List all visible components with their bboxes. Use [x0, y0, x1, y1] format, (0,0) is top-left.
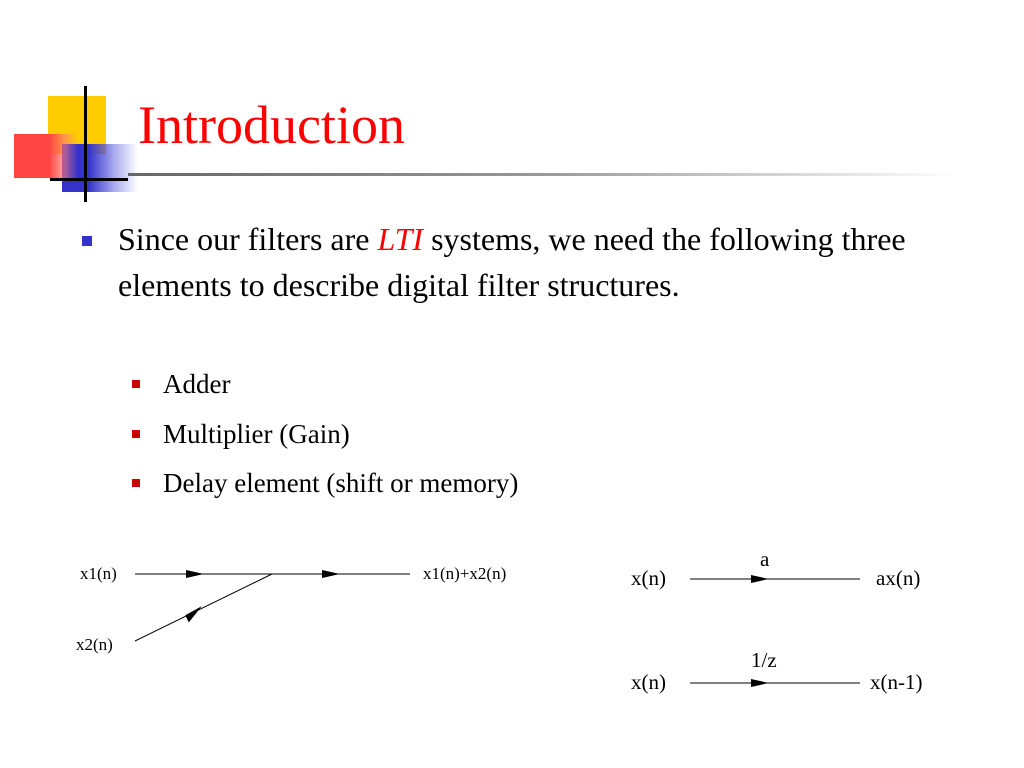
lti-highlight: LTI [377, 221, 424, 257]
adder-input1-label: x1(n) [80, 564, 117, 583]
arrow-icon [186, 570, 204, 578]
multiplier-gain-label: a [760, 547, 770, 571]
sub-item-delay: Delay element (shift or memory) [163, 468, 519, 498]
arrow-icon [185, 606, 202, 622]
arrow-icon [751, 575, 769, 583]
multiplier-diagram [631, 547, 920, 590]
adder-input2-label: x2(n) [76, 635, 113, 654]
adder-output-label: x1(n)+x2(n) [423, 564, 507, 583]
delay-diagram [631, 648, 922, 694]
delay-output-label: x(n-1) [870, 670, 923, 694]
bullet-text-after: systems, we need the following three elements to describe digital filter structures. [118, 221, 906, 303]
multiplier-input-label: x(n) [631, 566, 666, 590]
arrow-icon [322, 570, 340, 578]
delay-operator-label: 1/z [751, 648, 777, 672]
delay-input-label: x(n) [631, 670, 666, 694]
bullet-text-before: Since our filters are [118, 221, 378, 257]
sub-item-adder: Adder [163, 369, 231, 399]
arrow-icon [751, 679, 769, 687]
adder-input2-line [135, 574, 272, 641]
sub-item-multiplier: Multiplier (Gain) [163, 419, 350, 449]
adder-diagram [76, 564, 506, 654]
slide-title: Introduction [138, 95, 405, 155]
multiplier-output-label: ax(n) [876, 566, 921, 590]
